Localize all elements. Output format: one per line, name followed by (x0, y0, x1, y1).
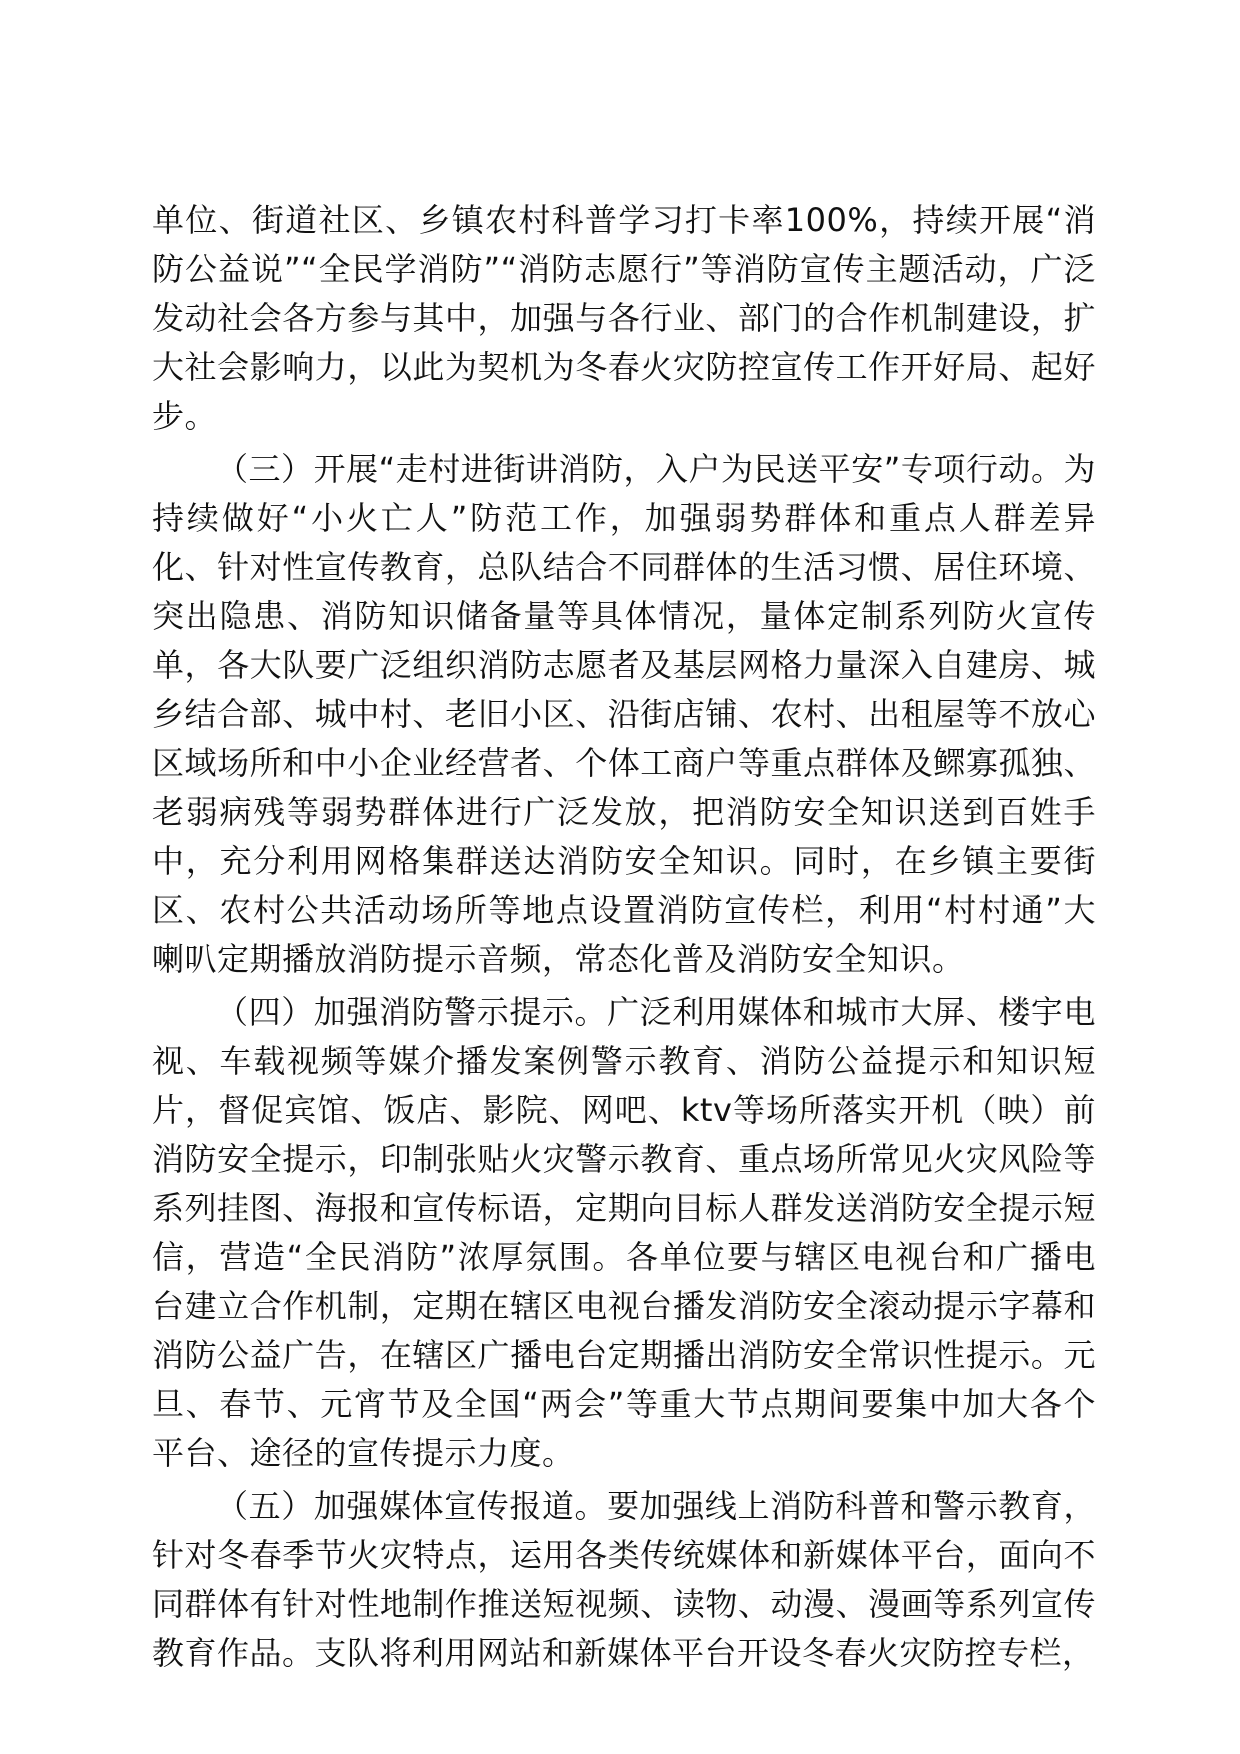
document-body (152, 196, 1096, 1678)
paragraph-continuation: 单位、街道社区、乡镇农村科普学习打卡率100%，持续开展“消防公益说”“全民学消防”“消防志愿行”等消防宣传主题活动，广泛发动社会各方参与其中，加强与各行业、部门的合作机制建设，扩大社会影响力，以此为契机为冬春火灾防控宣传工作开好局、起好步。 (152, 201, 1096, 435)
paragraph-section-3: （三）开展“走村进街讲消防，入户为民送平安”专项行动。为持续做好“小火亡人”防范工作，加强弱势群体和重点人群差异化、针对性宣传教育，总队结合不同群体的生活习惯、居住环境、突出隐患、消防知识储备量等具体情况，量体定制系列防火宣传单，各大队要广泛组织消防志愿者及基层网格力量深入自建房、城乡结合部、城中村、老旧小区、沿街店铺、农村、出租屋等不放心区域场所和中小企业经营者、个体工商户等重点群体及鳏寡孤独、老弱病残等弱势群体进行广泛发放，把消防安全知识送到百姓手中，充分利用网格集群送达消防安全知识。同时，在乡镇主要街区、农村公共活动场所等地点设置消防宣传栏，利用“村村通”大喇叭定期播放消防提示音频，常态化普及消防安全知识。 (152, 450, 1096, 978)
paragraph-section-4: （四）加强消防警示提示。广泛利用媒体和城市大屏、楼宇电视、车载视频等媒介播发案例警示教育、消防公益提示和知识短片，督促宾馆、饭店、影院、网吧、ktv等场所落实开机（映）前消防安全提示，印制张贴火灾警示教育、重点场所常见火灾风险等系列挂图、海报和宣传标语，定期向目标人群发送消防安全提示短信，营造“全民消防”浓厚氛围。各单位要与辖区电视台和广播电台建立合作机制，定期在辖区电视台播发消防安全滚动提示字幕和消防公益广告，在辖区广播电台定期播出消防安全常识性提示。元旦、春节、元宵节及全国“两会”等重大节点期间要集中加大各个平台、途径的宣传提示力度。 (152, 993, 1096, 1472)
paragraph-section-5: （五）加强媒体宣传报道。要加强线上消防科普和警示教育，针对冬春季节火灾特点，运用各类传统媒体和新媒体平台，面向不同群体有针对性地制作推送短视频、读物、动漫、漫画等系列宣传教育作品。支队将利用网站和新媒体平台开设冬春火灾防控专栏， (152, 1487, 1096, 1672)
